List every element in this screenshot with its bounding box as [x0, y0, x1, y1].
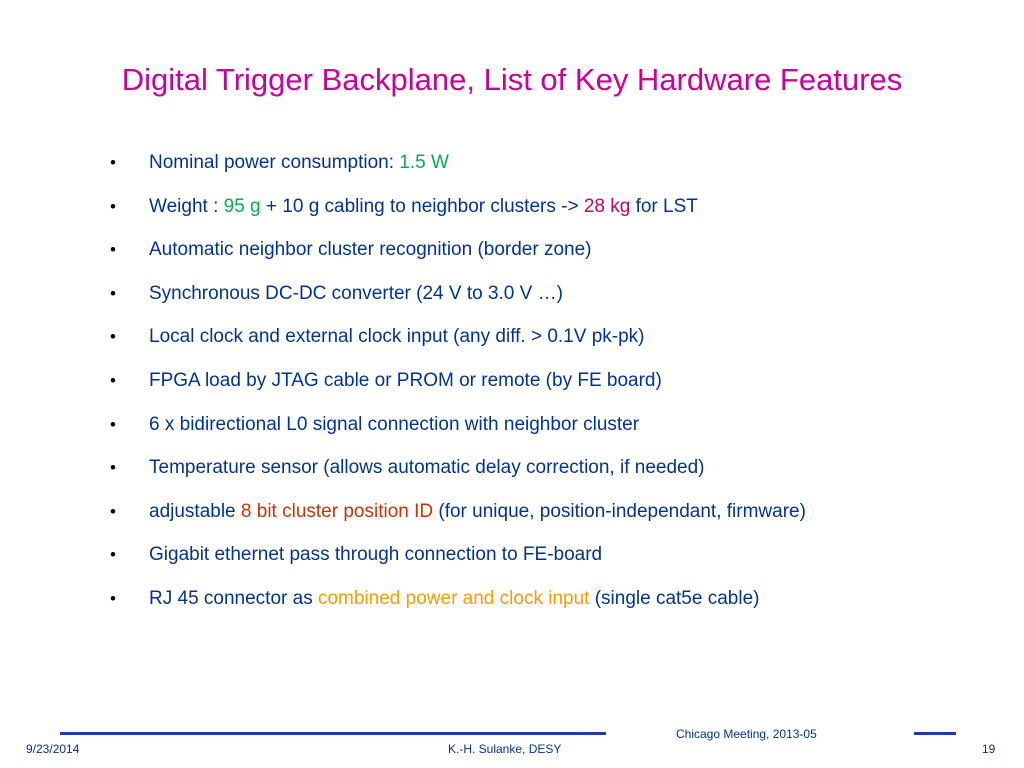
footer-meeting-label: Chicago Meeting, 2013-05 [676, 727, 817, 741]
bullet-dot-icon: • [110, 501, 116, 521]
bullet-dot-icon: • [110, 196, 116, 216]
feature-bullet-item [110, 446, 806, 490]
feature-bullet-item [110, 490, 806, 534]
feature-bullet-item [110, 403, 806, 447]
bullet-text-segment: 28 kg [583, 195, 631, 217]
feature-bullet-item [110, 533, 806, 577]
bullet-text-segment: (single cat5e cable) [589, 587, 760, 609]
feature-bullet-item [110, 141, 806, 185]
footer-author: K.-H. Sulanke, DESY [448, 742, 562, 756]
bullet-text-segment: Local clock and external clock input (any diff. > 0.1V pk-pk) [149, 326, 645, 348]
bullet-text-segment: (for unique, position-independant, firmware) [433, 500, 806, 522]
footer-date: 9/23/2014 [26, 742, 80, 756]
bullet-dot-icon: • [110, 283, 116, 303]
feature-bullet-item [110, 359, 806, 403]
bullet-text-segment: Synchronous DC-DC converter (24 V to 3.0 V …) [149, 282, 563, 304]
bullet-dot-icon: • [110, 153, 116, 172]
bullet-text-segment: Gigabit ethernet pass through connection to FE-board [149, 544, 603, 566]
bullet-dot-icon: • [110, 458, 116, 478]
bullet-text-segment: 8 bit cluster position ID [240, 500, 434, 522]
bullet-dot-icon: • [110, 327, 116, 347]
bullet-dot-icon: • [110, 414, 116, 434]
bullet-text-segment: for LST [630, 195, 698, 217]
feature-bullet-item [110, 315, 806, 359]
bullet-text-segment: 95 g [223, 195, 261, 217]
bullet-text-segment: + 10 g cabling to neighbor clusters -> [260, 195, 584, 217]
footer-divider-right [914, 732, 956, 735]
bullet-text-segment: Temperature sensor (allows automatic delay correction, if needed) [149, 457, 705, 479]
bullet-text-segment: Nominal power consumption: [149, 152, 400, 173]
slide-title: Digital Trigger Backplane, List of Key Hardware Features [121, 62, 903, 97]
bullet-text-segment: Weight : [149, 195, 224, 217]
bullet-dot-icon: • [110, 545, 116, 565]
feature-bullet-item [110, 185, 806, 229]
feature-bullet-item [110, 228, 806, 272]
feature-bullet-list [110, 141, 806, 621]
footer-divider-left [60, 732, 606, 735]
bullet-dot-icon: • [110, 370, 116, 390]
bullet-text-segment: adjustable [149, 500, 241, 522]
bullet-text-segment: RJ 45 connector as [149, 587, 318, 609]
feature-bullet-item [110, 577, 806, 621]
bullet-text-segment: FPGA load by JTAG cable or PROM or remote (by FE board) [149, 369, 662, 391]
feature-bullet-item [110, 272, 806, 316]
footer-page-number: 19 [982, 742, 996, 756]
bullet-text-segment: combined power and clock input [317, 587, 590, 609]
bullet-text-segment: 6 x bidirectional L0 signal connection with neighbor cluster [149, 413, 640, 435]
bullet-dot-icon: • [110, 240, 116, 260]
bullet-text-segment: Automatic neighbor cluster recognition (border zone) [149, 239, 592, 261]
bullet-text-segment: 1.5 W [399, 152, 449, 173]
bullet-dot-icon: • [110, 588, 116, 608]
